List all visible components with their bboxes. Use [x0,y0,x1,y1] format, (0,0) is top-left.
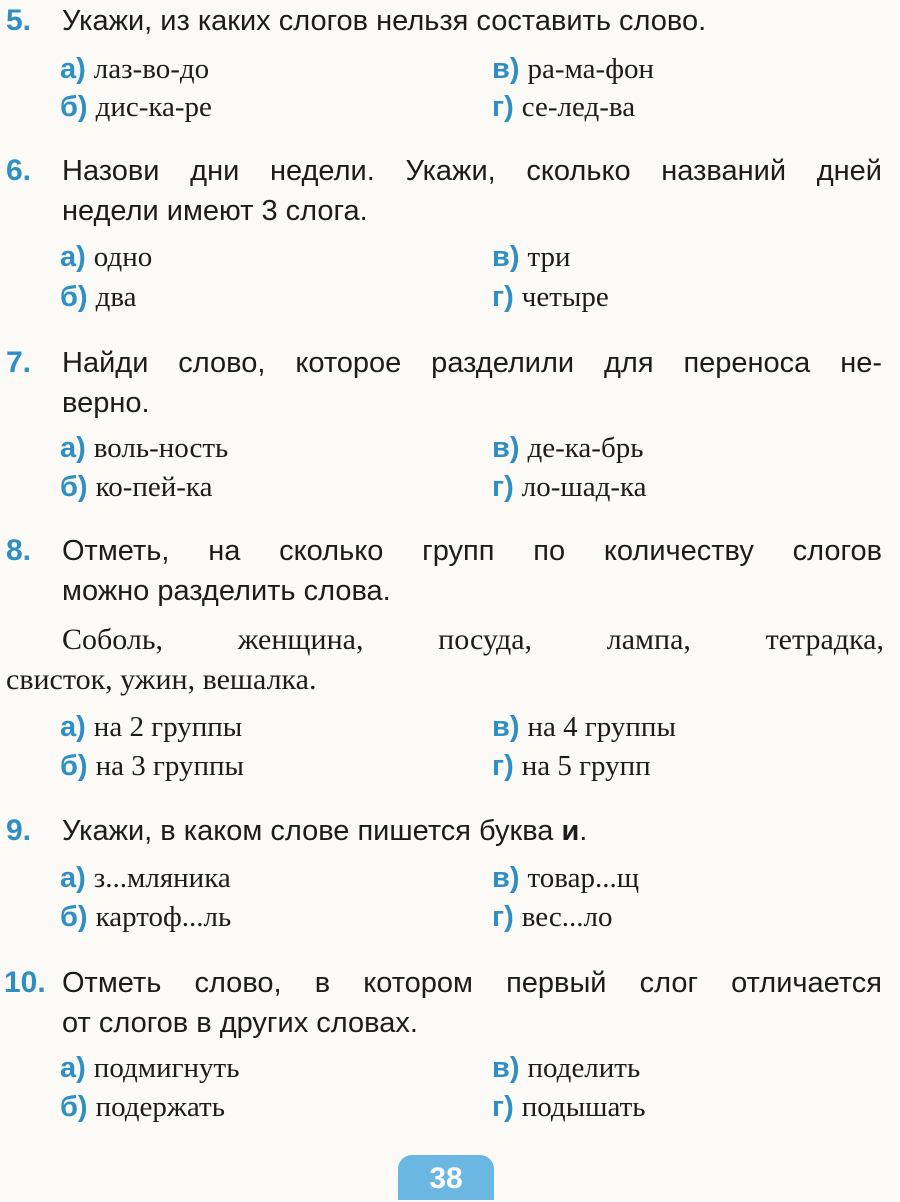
option-letter: б) [60,471,88,503]
option-text: воль-ность [93,432,229,464]
option-letter: в) [492,862,520,894]
question-text-start: Укажи, в каком слове пишется буква [62,815,562,847]
option-text: на 5 групп [521,750,651,782]
word-list-line1: Соболь, женщина, посуда, лампа, тетрадка, [62,623,884,656]
question-number: 7. [6,346,32,379]
question-text: Укажи, из каких слогов нельзя составить слово. [62,5,707,37]
question-number: 9. [6,814,32,847]
option-v[interactable] [492,710,676,744]
question-text-line2: можно разделить слова. [62,575,391,607]
option-text: три [527,241,571,273]
option-b[interactable] [60,749,244,783]
option-text: четыре [521,281,609,313]
option-g[interactable] [492,280,609,314]
option-a[interactable] [60,240,152,274]
option-letter: г) [492,1091,514,1123]
option-a[interactable] [60,861,231,895]
option-v[interactable] [492,52,654,86]
option-a[interactable] [60,710,242,744]
option-letter: в) [492,711,520,743]
option-g[interactable] [492,90,635,124]
option-text: на 4 группы [527,711,676,743]
option-text: картоф...ль [95,901,232,933]
question-text-end: . [579,815,588,847]
question-text-line2: от слогов в других словах. [62,1007,418,1039]
question-number: 10. [4,966,46,999]
option-letter: в) [492,1052,520,1084]
question-text-line2: недели имеют 3 слога. [62,195,368,227]
option-text: дис-ка-ре [95,91,212,123]
option-letter: в) [492,432,520,464]
question-number: 6. [6,154,32,187]
option-letter: г) [492,281,514,313]
option-text: товар...щ [527,862,640,894]
option-text: подышать [521,1091,646,1123]
option-text: лаз-во-до [93,53,210,85]
option-letter: а) [60,862,86,894]
option-v[interactable] [492,240,571,274]
option-text: на 3 группы [95,750,245,782]
option-text: з...мляника [93,862,231,894]
question-text [62,812,882,850]
option-letter: г) [492,750,514,782]
option-text: ло-шад-ка [521,471,647,503]
option-b[interactable] [60,1090,225,1124]
option-letter: б) [60,281,88,313]
option-text: де-ка-брь [527,432,644,464]
option-letter: а) [60,53,86,85]
option-letter: а) [60,241,86,273]
question-number: 5. [6,4,32,37]
option-v[interactable] [492,861,639,895]
highlighted-letter: и [561,815,580,847]
option-v[interactable] [492,431,643,465]
option-text: на 2 группы [93,711,243,743]
option-g[interactable] [492,1090,646,1124]
option-letter: б) [60,750,88,782]
option-text: вес...ло [521,901,613,933]
option-letter: б) [60,91,88,123]
option-text: одно [93,241,153,273]
option-b[interactable] [60,900,231,934]
option-letter: в) [492,241,520,273]
question-text-line1: Назови дни недели. Укажи, сколько названий дней [62,155,882,187]
option-letter: б) [60,1091,88,1123]
question-number: 8. [6,534,32,567]
option-text: два [95,281,137,313]
option-g[interactable] [492,900,612,934]
option-letter: а) [60,711,86,743]
option-letter: б) [60,901,88,933]
option-v[interactable] [492,1051,640,1085]
option-g[interactable] [492,470,647,504]
question-text-line1: Отметь, на сколько групп по количеству слогов [62,535,882,567]
option-text: се-лед-ва [521,91,636,123]
option-g[interactable] [492,749,651,783]
option-letter: г) [492,91,514,123]
option-b[interactable] [60,280,137,314]
question-text-line1: Найди слово, которое разделили для переноса не- [62,347,882,379]
option-a[interactable] [60,431,228,465]
option-a[interactable] [60,52,209,86]
option-letter: а) [60,1052,86,1084]
option-b[interactable] [60,90,212,124]
option-text: поделить [527,1052,641,1084]
page-number-badge: 38 [398,1155,494,1200]
option-b[interactable] [60,470,212,504]
option-text: подержать [95,1091,225,1123]
option-text: ко-пей-ка [95,471,213,503]
option-letter: а) [60,432,86,464]
option-letter: г) [492,901,514,933]
option-a[interactable] [60,1051,239,1085]
question-text-line1: Отметь слово, в котором первый слог отличается [62,967,882,999]
option-letter: в) [492,53,520,85]
option-letter: г) [492,471,514,503]
option-text: подмигнуть [93,1052,240,1084]
option-text: ра-ма-фон [527,53,655,85]
word-list-line2: свисток, ужин, вешалка. [6,663,317,696]
question-text-line2: верно. [62,387,150,419]
